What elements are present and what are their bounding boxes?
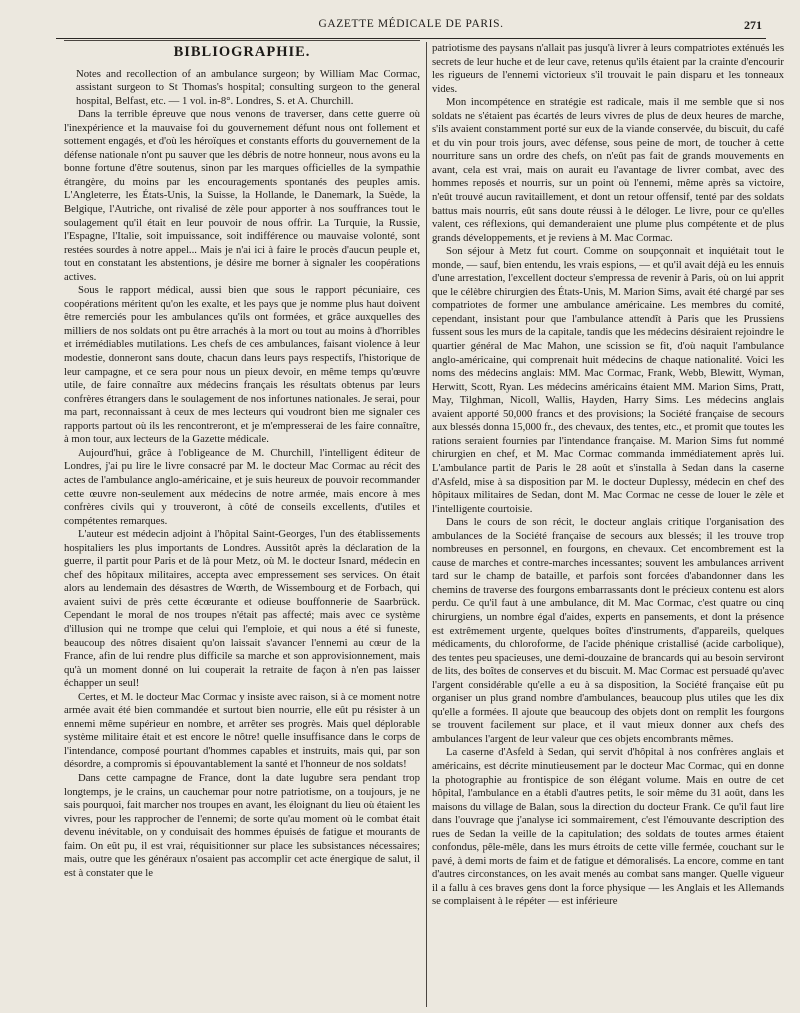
paragraph: patriotisme des paysans n'allait pas jusqu'à livrer à leurs compatriotes exténués les secrets de leur huche et de leur cave, retenus qu'ils étaient par la crainte d'encourir les rigueurs de l'ennemi victorieux s'il trouvait le pain disparu et les tonneaux vides. — [432, 42, 784, 95]
paragraph: L'auteur est médecin adjoint à l'hôpital Saint-Georges, l'un des établissements hospitaliers les plus importants de Londres. Aussitôt après la déclaration de la guerre, il partit pour Paris et de là pour Metz, où M. le docteur Isnard, médecin en chef des hôpitaux militaires, accepta avec empressement ses services. On était alors au lendemain des désastres de Wœrth, de Wissembourg et de Forbach, qui avaient suivi de près cette écœurante et odieuse bouffonnerie de Saarbrück. Cependant le moral de nos troupes n'était pas affecté; mais avec ce système d'illusion qui ne trompe que celui qui l'emploie, et qui nous a été si funeste, beaucoup des nôtres disaient qu'on laissait s'avancer l'ennemi au cœur de la France, afin de lui rendre plus difficile sa marche et son approvisionnement, mais qu'à un moment donné on lui couperait la retraite de façon à n'en pas laisser échapper un seul! — [64, 528, 420, 690]
paragraph: Dans la terrible épreuve que nous venons de traverser, dans cette guerre où l'inexpérience et la mauvaise foi du gouvernement défunt nous ont follement et sottement engagés, et d'où les héroïques et constants efforts du gouvernement de la défense nationale n'ont pu sauver que les débris de notre honneur, nous avons eu la bonne fortune d'être soutenus, sinon par les marques officielles de la sympathie étrangère, du moins par les encouragements spontanés des peuples amis. L'Angleterre, les États-Unis, la Suisse, la Hollande, le Danemark, la Suède, la Belgique, l'Autriche, ont rivalisé de zèle pour apporter à nos souffrances tout le soulagement qu'il était en leur pouvoir de nous offrir. La Turquie, la Russie, l'Espagne, l'Italie, soit impuissance, soit indifférence ou mauvaise volonté, sont restées sourdes à notre appel... Mais je n'ai ici à faire le procès d'aucun peuple et, tout en constatant les abstentions, je désire me borner à signaler les coopérations actives. — [64, 108, 420, 283]
page-number: 271 — [744, 18, 762, 32]
running-title: GAZETTE MÉDICALE DE PARIS. — [318, 18, 504, 30]
paragraph: Certes, et M. le docteur Mac Cormac y insiste avec raison, si à ce moment notre armée avait été bien commandée et surtout bien nourrie, elle eût pu résister à un ennemi même supérieur en nombre, et arrêter ses progrès. Mais quel déplorable système militaire était et est encore le nôtre! quelle insuffisance dans le corps de l'intendance, composé pourtant d'hommes capables et instruits, mais qui, par son désordre, a compromis si épouvantablement la santé et l'honneur de nos soldats! — [64, 690, 420, 771]
section-title: BIBLIOGRAPHIE. — [173, 44, 311, 60]
paragraph: La caserne d'Asfeld à Sedan, qui servit d'hôpital à nos confrères anglais et américains, est décrite minutieusement par le docteur Mac Cormac, qui en donne la photographie au frontispice de son élégant volume. Mais en outre de cet hôpital, l'ambulance en a établi d'autres petits, le soir même du 31 août, dans les maisons du village de Balan, sous la direction du docteur Frank. Ce qu'il faut lire dans l'ouvrage que j'analyse ici sommairement, c'est l'émouvante description des rues de Sedan la veille de la capitulation; des soldats de toutes armes étaient confondus, pêle-mêle, dans les murs étroits de cette ville fermée, couchant sur le pavé, à demi morts de faim et de fatigue et démoralisés. La encore, comme en tant d'autres circonstances, on les avait menés au combat sans manger. Quelle vigueur il a fallu à ces braves gens dont la force physique — les Anglais et les Allemands se complaisent à le répéter — est inférieure — [432, 746, 784, 908]
book-reference: Notes and recollection of an ambulance surgeon; by William Mac Cormac, assistant surgeon to St Thomas's hospital; consulting surgeon to the general hospital, Belfast, etc. — 1 vol. in-8°. Londres, S. et A. Churchill. — [76, 67, 420, 107]
paragraph: Dans cette campagne de France, dont la date lugubre sera pendant trop longtemps, je le crains, un cauchemar pour notre patriotisme, on a toujours, je ne sais pourquoi, fait marcher nos troupes en avant, les éloignant du lieu où étaient les vivres, pour les rapprocher de l'ennemi; de sorte qu'au moment où le combat était devenu inévitable, on y conduisait des hommes épuisés de fatigue et mourants de faim. On eût pu, il est vrai, réquisitionner sur place les subsistances nécessaires; mais, outre que les généraux n'osaient pas accomplir cet acte énergique de salut, il est à constater que le — [64, 771, 420, 879]
paragraph: Aujourd'hui, grâce à l'obligeance de M. Churchill, l'intelligent éditeur de Londres, j'ai pu lire le livre consacré par M. le docteur Mac Cormac au récit des actes de l'ambulance anglo-américaine, et je suis heureux de pouvoir recommander cette œuvre non-seulement aux médecins de notre armée, mais encore à mes confrères civils qui y trouveront, à côté de conseils excellents, d'utiles et compétentes remarques. — [64, 446, 420, 527]
page-header — [56, 16, 766, 39]
column-divider — [426, 42, 427, 1007]
right-column — [432, 42, 784, 909]
left-column — [64, 42, 420, 880]
paragraph: Dans le cours de son récit, le docteur anglais critique l'organisation des ambulances de la Société française de secours aux blessés; il les trouve trop nombreuses en personnel, en fourgons, en chevaux. Cet encombrement est la cause de marches et contre-marches incessantes; souvent les ambulances arrivent tard sur le champ de bataille, et parfois sont forcées d'abandonner dans les chemins de traverse des fourgons embarrassants dont le précieux contenu est alors perdu. Ce qu'il faut à une ambulance, dit M. Mac Cormac, c'est quatre ou cinq chirurgiens, un nombre égal d'aides, experts en pansements, et dont la présence est extrêmement urgente, quelques boîtes d'instruments, d'appareils, quelques médicaments, du chloroforme, de l'acide phénique cristallisé (acide carbolique), des tentes peu spacieuses, une demi-douzaine de brancards qui au besoin serviront de lits, des boîtes de conserves et du biscuit. M. Mac Cormac est persuadé qu'avec l'argent considérable qu'elle a eu à sa disposition, la Société française eût pu organiser un plus grand nombre d'ambulances, beaucoup plus utiles que les dix qu'elle a formées. Il ajoute que beaucoup des objets dont on remplit les fourgons se trouvent facilement sur place, et il vaut mieux donner aux chefs des ambulances l'argent de leur valeur que ces objets encombrants mêmes. — [432, 516, 784, 745]
paragraph: Son séjour à Metz fut court. Comme on soupçonnait et inquiétait tout le monde, — sauf, bien entendu, les vrais espions, — et qu'il avait déjà eu les ennuis d'une arrestation, l'excellent docteur s'empressa de revenir à Paris, où on lui apprit que le célèbre chirurgien des États-Unis, M. Marion Sims, avait été chargé par ses compatriotes de former une ambulance américaine. Les membres du comité, cependant, insistant pour que l'ambulance attendît à Paris que les Prussiens fussent sous les murs de la capitale, tandis que les médecins désiraient rejoindre le quartier général de Mac Mahon, une scission se fit, d'où naquit l'ambulance anglo-américaine, qui comprenait huit médecins de chaque nationalité. Voici les noms des médecins anglais: MM. Mac Cormac, Frank, Webb, Blewitt, Wyman, Herwitt, Scott, Ryan. Les médecins américains étaient MM. Marion Sims, Pratt, May, Tilghman, Nicoll, Wallis, Hayden, Harry Sims. Les médecins anglais avaient apporté 50,000 francs et des provisions; la Société française de secours aux blessés donna 15,000 fr., des chevaux, des tentes, etc., et promit que toutes les rations seraient fournies par l'intendance française. M. Marion Sims fut nommé chirurgien en chef, et M. Mac Cormac commanda immédiatement après lui. L'ambulance partit de Paris le 28 août et s'installa à Sedan dans la caserne d'Asfeld, mise à sa disposition par M. le docteur Duplessy, médecin en chef des hôpitaux militaires de Sedan, dont M. Mac Cormac ne cesse de louer le zèle et l'intelligente courtoisie. — [432, 245, 784, 515]
column-top-rule — [64, 40, 420, 41]
paragraph: Sous le rapport médical, aussi bien que sous le rapport pécuniaire, ces coopérations méritent qu'on les exalte, et les pays que je nomme plus haut doivent être remerciés pour les ambulances qu'ils ont formées, et grâce auxquelles des milliers de nos soldats ont pu être arrachés à la mort ou tout au moins à d'horribles et irrémédiables mutilations. Les chefs de ces ambulances, faisant violence à leur modestie, donneront sans doute, chacun dans leurs pays respectifs, l'historique de leur campagne, et ce sera pour nous un pieux devoir, en même temps qu'œuvre utile, de faire connaître aux médecins français les résultats obtenus par leurs confrères étrangers dans le soulagement de nos infortunes nationales. Je serai, pour ma part, reconnaissant à ceux de mes lecteurs qui voudront bien me signaler ces rapports partout où ils les rencontreront, et je m'empresserai de les faire connaître, à mon tour, aux lecteurs de la Gazette médicale. — [64, 284, 420, 446]
paragraph: Mon incompétence en stratégie est radicale, mais il me semble que si nos soldats ne s'étaient pas écartés de leurs vivres de plus de deux heures de marche, s'ils avaient constamment porté sur eux de la viande conservée, du biscuit, du café et du vin pour trois jours, avec défense, sous peine de mort, de toucher à cette nourriture sans un ordre des chefs, on n'eût pas fait de grands mouvements en avant, cela est vrai, mais on aurait eu l'avantage de livrer combat, avec des hommes reposés et nourris, sur un point où l'ennemi, même après sa victoire, n'eût trouvé aucun ravitaillement, et dont un retour offensif, tenté par des soldats battus mais nourris, eût sans doute réussi à le déloger. Le livre, pour ce qu'elles valent, ces réflexions, qui demanderaient une plume plus compétente et de plus grands développements, et je reviens à M. Mac Cormac. — [432, 96, 784, 244]
